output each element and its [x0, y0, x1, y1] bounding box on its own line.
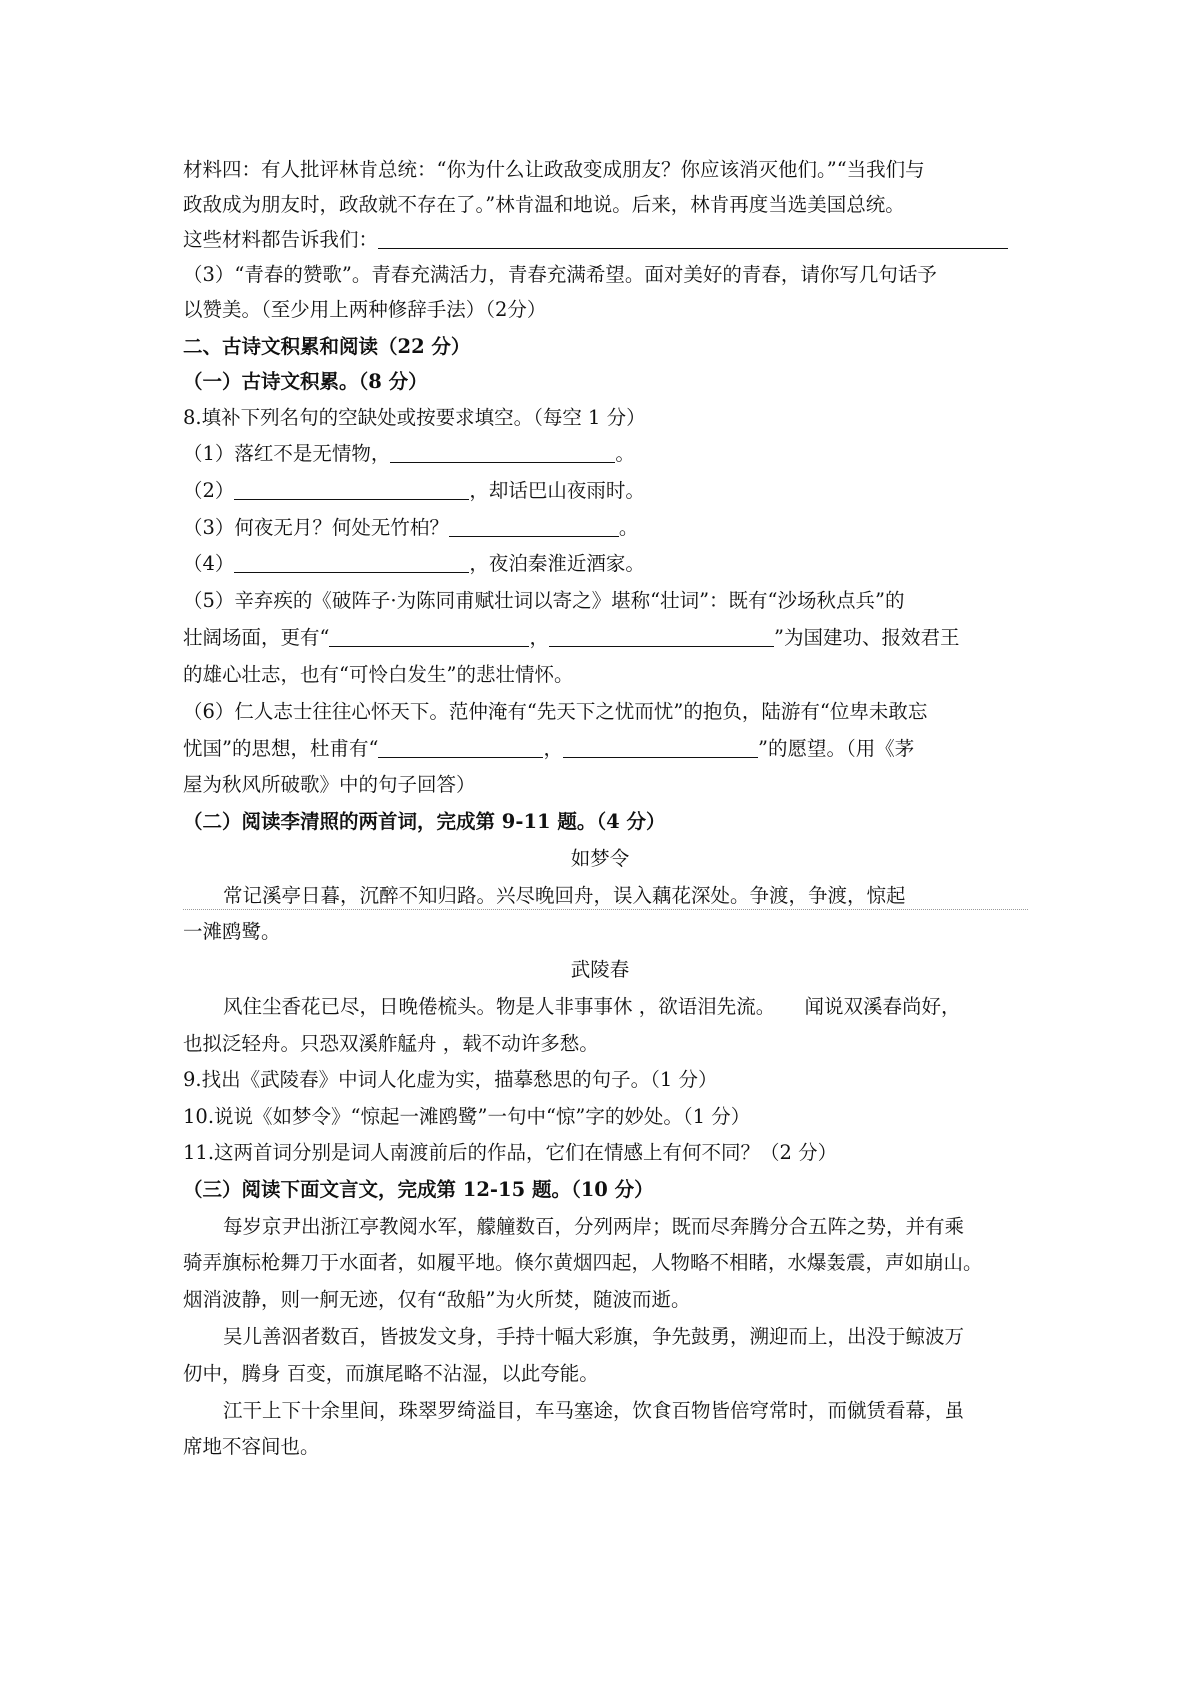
answer-blank[interactable]: [390, 442, 615, 463]
question-8-item-6-line-3: 屋为秋风所破歌》中的句子回答）: [183, 773, 476, 796]
item-text: 。: [615, 442, 635, 465]
question-11: 11.这两首词分别是词人南渡前后的作品，它们在情感上有何不同？（2 分）: [183, 1141, 838, 1164]
item-text: ，: [543, 737, 563, 760]
item-text: ”的愿望。（用《茅: [757, 737, 915, 760]
item-text: （4）: [183, 552, 235, 575]
poem-2-line-2: 也拟泛轻舟。只恐双溪舴艋舟 ，载不动许多愁。: [183, 1032, 599, 1055]
item-text: 忧国”的思想，杜甫有“: [183, 737, 379, 760]
answer-blank[interactable]: [329, 626, 529, 647]
question-8-item-5-line-2: [183, 626, 959, 650]
answer-blank[interactable]: [449, 516, 619, 537]
subsection-2-heading: （二）阅读李清照的两首词，完成第 9-11 题。（4 分）: [183, 810, 666, 833]
item-text: ，: [529, 626, 549, 649]
answer-blank[interactable]: [378, 737, 543, 758]
classical-text-p2-line-2: 仞中，腾身 百变，而旗尾略不沾湿，以此夸能。: [183, 1362, 599, 1385]
material-4-line-1: 材料四：有人批评林肯总统：“你为什么让政敌变成朋友？你应该消灭他们。”“当我们与: [183, 158, 925, 181]
question-3-line-2: 以赞美。（至少用上两种修辞手法）（2分）: [183, 298, 547, 321]
answer-blank[interactable]: [378, 228, 1008, 249]
question-8-item-5-line-3: 的雄心壮志，也有“可怜白发生”的悲壮情怀。: [183, 663, 574, 686]
question-8-item-5-line-1: （5）辛弃疾的《破阵子·为陈同甫赋壮词以寄之》堪称“壮词”：既有“沙场秋点兵”的: [183, 589, 905, 612]
conclusion-label: 这些材料都告诉我们：: [183, 228, 379, 251]
question-8-item-2: [183, 479, 645, 503]
answer-blank[interactable]: [549, 626, 774, 647]
question-8-item-4: [183, 552, 645, 576]
question-3-line-1: （3）“青春的赞歌”。青春充满活力，青春充满希望。面对美好的青春，请你写几句话予: [183, 263, 937, 286]
classical-text-p1-line-3: 烟消波静，则一舸无迹，仅有“敌船”为火所焚，随波而逝。: [183, 1288, 691, 1311]
poem-1-line-1: 常记溪亭日暮，沉醉不知归路。兴尽晚回舟，误入藕花深处。争渡，争渡，惊起: [223, 884, 906, 907]
item-text: （2）: [183, 479, 235, 502]
section-2-heading: 二、古诗文积累和阅读（22 分）: [183, 335, 471, 358]
classical-text-p3-line-2: 席地不容间也。: [183, 1435, 320, 1458]
item-text: ，却话巴山夜雨时。: [469, 479, 645, 502]
answer-blank[interactable]: [234, 479, 469, 500]
question-8-item-3: [183, 516, 638, 540]
item-text: （1）落红不是无情物，: [183, 442, 391, 465]
material-4-line-2: 政敌成为朋友时，政敌就不存在了。”林肯温和地说。后来，林肯再度当选美国总统。: [183, 193, 905, 216]
answer-blank[interactable]: [563, 737, 758, 758]
item-text: （3）何夜无月？何处无竹柏？: [183, 516, 449, 539]
subsection-3-heading: （三）阅读下面文言文，完成第 12-15 题。（10 分）: [183, 1178, 654, 1201]
answer-blank[interactable]: [234, 552, 469, 573]
item-text: 。: [618, 516, 639, 539]
classical-text-p3-line-1: 江干上下十余里间，珠翠罗绮溢目，车马塞途，饮食百物皆倍穹常时，而僦赁看幕，虽: [223, 1399, 965, 1422]
conclusion-prompt: [183, 228, 1008, 252]
classical-text-p1-line-2: 骑弄旗标枪舞刀于水面者，如履平地。倏尔黄烟四起，人物略不相睹，水爆轰震，声如崩山。: [183, 1251, 983, 1274]
question-10: 10.说说《如梦令》“惊起一滩鸥鹭”一句中“惊”字的妙处。（1 分）: [183, 1105, 751, 1128]
question-8-item-6-line-2: [183, 737, 914, 761]
poem-1-title: 如梦令: [570, 847, 630, 870]
item-text: 壮阔场面，更有“: [183, 626, 330, 649]
classical-text-p1-line-1: 每岁京尹出浙江亭教阅水军，艨艟数百，分列两岸；既而尽奔腾分合五阵之势，并有乘: [223, 1215, 965, 1238]
question-8-item-6-line-1: （6）仁人志士往往心怀天下。范仲淹有“先天下之忧而忧”的抱负，陆游有“位卑未敢忘: [183, 700, 928, 723]
poem-2-title: 武陵春: [570, 958, 630, 981]
poem-2-line-1: 风住尘香花已尽，日晚倦梳头。物是人非事事休 ，欲语泪先流。 闻说双溪春尚好，: [223, 995, 961, 1018]
subsection-1-heading: （一）古诗文积累。（8 分）: [183, 370, 428, 393]
item-text: ，夜泊秦淮近酒家。: [469, 552, 645, 575]
question-8-item-1: [183, 442, 635, 466]
classical-text-p2-line-1: 吴儿善泅者数百，皆披发文身，手持十幅大彩旗，争先鼓勇，溯迎而上，出没于鲸波万: [223, 1325, 965, 1348]
item-text: ”为国建功、报效君王: [774, 626, 960, 649]
dotted-divider: [183, 909, 1028, 910]
poem-1-line-2: 一滩鸥鹭。: [183, 920, 281, 943]
question-8-title: 8.填补下列名句的空缺处或按要求填空。（每空 1 分）: [183, 406, 646, 429]
question-9: 9.找出《武陵春》中词人化虚为实，描摹愁思的句子。（1 分）: [183, 1068, 718, 1091]
